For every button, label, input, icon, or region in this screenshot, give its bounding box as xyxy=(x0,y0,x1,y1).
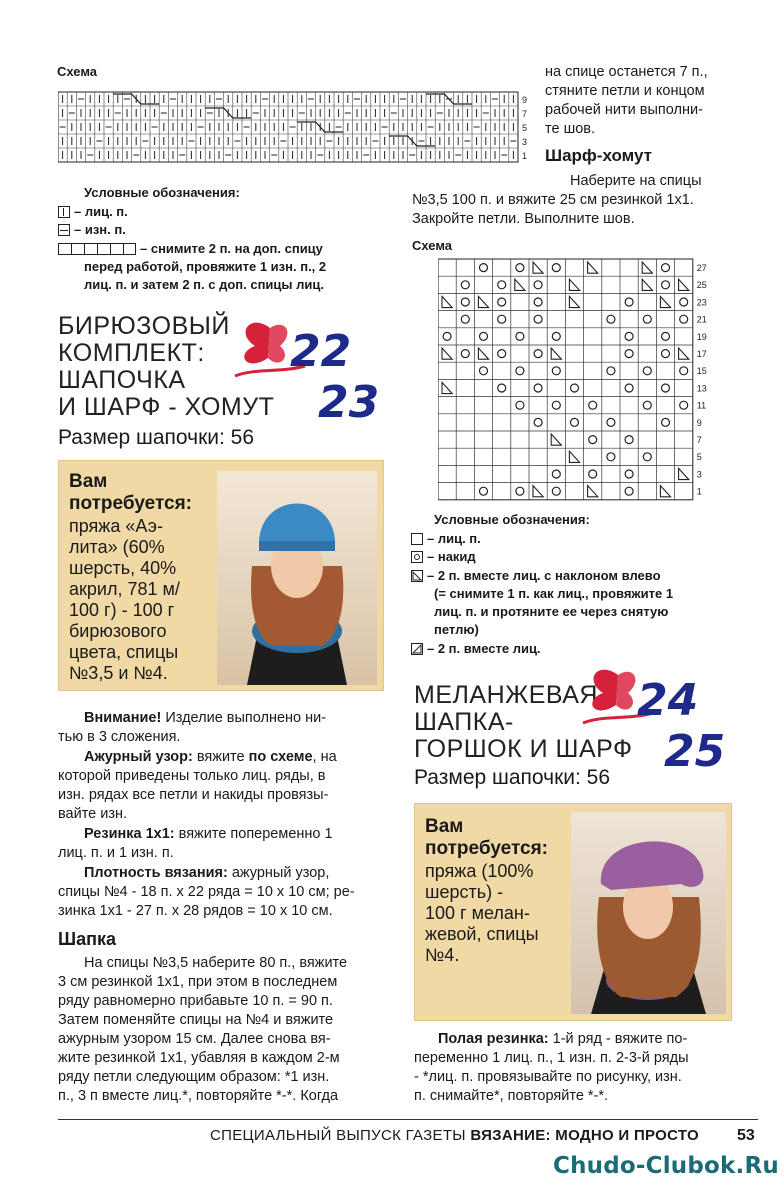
attn-line-2: тью в 3 сложения. xyxy=(58,729,181,745)
lace-row-number: 25 xyxy=(696,280,707,291)
dens-line-3: зинка 1х1 - 27 п. х 28 рядов = 10 х 10 см. xyxy=(58,903,333,919)
legend-lace-text-3c: лиц. п. и протяните ее через снятую xyxy=(434,604,669,619)
set2-need-t1: пряжа (100% xyxy=(425,861,534,881)
set2-title-3: ГОРШОК И ШАРФ xyxy=(414,735,633,763)
set1-num-a: 22 xyxy=(290,326,352,377)
hat-line-2: 3 см резинкой 1х1, при этом в последнем xyxy=(58,974,338,990)
set2-title-2: ШАПКА- xyxy=(414,708,514,736)
set1-size: Размер шапочки: 56 xyxy=(58,426,255,449)
ssk-icon xyxy=(411,570,423,582)
legend-cable-1 xyxy=(58,240,388,257)
hat-line-4: Затем поменяйте спицы на №4 и вяжите xyxy=(58,1012,334,1028)
lace-line-4: изн. рядах все петли и накиды провязы- xyxy=(58,787,329,803)
set1-num-b: 23 xyxy=(318,377,380,428)
lace-line-1 xyxy=(84,748,337,767)
scarf-text-3: Закройте петли. Выполните шов. xyxy=(412,211,635,227)
legend-purl-1 xyxy=(58,221,126,238)
scarf-text-1: Наберите на спицы xyxy=(570,173,702,189)
set1-materials-box xyxy=(58,460,384,691)
lace-row-number: 9 xyxy=(696,417,702,428)
lace-row-number: 13 xyxy=(696,383,707,394)
legend-knit-1 xyxy=(58,203,128,220)
set1-title-2: КОМПЛЕКТ: xyxy=(58,339,205,367)
set1-title-4: И ШАРФ - ХОМУТ xyxy=(58,393,275,421)
hollow-rib-line-4: п. снимайте*, повторяйте *-*. xyxy=(414,1088,609,1104)
purl-symbol-icon xyxy=(58,224,70,236)
attn-text: Изделие выполнено ни- xyxy=(161,710,327,726)
lace-row-number: 15 xyxy=(696,366,707,377)
cable-symbol-icon xyxy=(58,243,136,255)
lace-line-3: которой приведены только лиц. ряды, в xyxy=(58,768,326,784)
legend-lace-3 xyxy=(411,567,661,584)
set2-materials-box xyxy=(414,803,732,1021)
set1-need-t5: 100 г) - 100 г xyxy=(69,600,175,620)
set2-need-t5: №4. xyxy=(425,945,460,965)
lace-text-2: , на xyxy=(312,749,337,765)
set2-size: Размер шапочки: 56 xyxy=(414,766,611,789)
legend-knit-text: – лиц. п. xyxy=(74,204,128,219)
hollow-rib-line-3: - *лиц. п. провязывайте по рисунку, изн. xyxy=(414,1069,682,1085)
knit-box-icon xyxy=(411,533,423,545)
cable-row-number: 5 xyxy=(522,123,528,133)
rib-bold: Резинка 1х1: xyxy=(84,826,175,842)
set2-num-a: 24 xyxy=(637,675,699,726)
watermark: Chudo-Clubok.Ru xyxy=(553,1153,779,1179)
footer-rule xyxy=(58,1119,758,1120)
lace-text: вяжите xyxy=(192,749,249,765)
legend-lace-text-1: – лиц. п. xyxy=(427,531,481,546)
lace-scheme-grid xyxy=(438,258,728,502)
dens-bold: Плотность вязания: xyxy=(84,865,228,881)
legend-lace-text-3b: (= снимите 1 п. как лиц., провяжите 1 xyxy=(434,586,674,601)
cable-scheme-svg xyxy=(58,88,528,166)
cable-row-number: 1 xyxy=(522,151,528,161)
legend-lace-2 xyxy=(411,548,476,565)
lace-row-number: 11 xyxy=(696,400,707,411)
cable-row-number: 3 xyxy=(522,137,528,147)
dens-line-1 xyxy=(84,864,329,883)
scheme-label-2: Схема xyxy=(412,238,453,253)
lace-bold: Ажурный узор: xyxy=(84,749,193,765)
legend-cable-text-3: лиц. п. и затем 2 п. с доп. спицы лиц. xyxy=(84,277,324,292)
footer-plain: СПЕЦИАЛЬНЫЙ ВЫПУСК ГАЗЕТЫ xyxy=(210,1127,471,1144)
hat-line-6: жите резинкой 1х1, убавляя в каждом 2-м xyxy=(58,1050,340,1066)
legend-title-1: Условные обозначения: xyxy=(84,185,240,200)
hollow-rib-line-1 xyxy=(438,1030,687,1049)
set1-need-t1: пряжа «Аэ- xyxy=(69,516,163,536)
set1-need-h2: потребуется: xyxy=(69,493,192,514)
set1-need-t8: №3,5 и №4. xyxy=(69,663,168,683)
hollow-rib-bold: Полая резинка: xyxy=(438,1031,549,1047)
attn-line-1 xyxy=(84,709,326,728)
cable-row-number: 7 xyxy=(522,109,528,119)
scarf-text-2: №3,5 100 п. и вяжите 25 см резинкой 1х1. xyxy=(412,192,694,208)
set1-need-t7: цвета, спицы xyxy=(69,642,179,662)
hollow-rib-text: 1-й ряд - вяжите по- xyxy=(548,1031,688,1047)
scarf-heading: Шарф-хомут xyxy=(545,146,652,165)
page-number: 53 xyxy=(737,1127,755,1144)
set2-need-h1: Вам xyxy=(425,816,464,837)
hollow-rib-line-2: переменно 1 лиц. п., 1 изн. п. 2-3-й ряды xyxy=(414,1050,689,1066)
lace-bold-2: по схеме xyxy=(248,749,313,765)
legend-cable-text-2: перед работой, провяжите 1 изн. п., 2 xyxy=(84,259,327,274)
legend-lace-text-2: – накид xyxy=(427,549,476,564)
set2-num-b: 25 xyxy=(664,726,726,777)
footer-text xyxy=(210,1127,699,1144)
lace-line-5: вайте изн. xyxy=(58,806,128,822)
lace-row-number: 19 xyxy=(696,331,707,342)
set1-title-1: БИРЮЗОВЫЙ xyxy=(58,312,230,340)
legend-lace-text-4: – 2 п. вместе лиц. xyxy=(427,641,541,656)
hat-line-1: На спицы №3,5 наберите 80 п., вяжите xyxy=(84,955,348,971)
legend-lace-text-3: – 2 п. вместе лиц. с наклоном влево xyxy=(427,568,661,583)
knit-symbol-icon xyxy=(58,206,70,218)
lace-row-number: 23 xyxy=(696,297,707,308)
lace-scheme-svg xyxy=(438,258,728,502)
right-text-1: на спице останется 7 п., xyxy=(545,64,708,80)
hat-line-5: ажурным узором 15 см. Далее снова вя- xyxy=(58,1031,331,1047)
legend-title-2: Условные обозначения: xyxy=(434,512,590,527)
rib-line-1 xyxy=(84,825,333,844)
set1-need-h1: Вам xyxy=(69,471,108,492)
set1-need-t4: акрил, 781 м/ xyxy=(69,579,180,599)
lace-row-number: 7 xyxy=(696,435,702,445)
lace-row-number: 5 xyxy=(696,452,702,463)
cable-scheme-grid xyxy=(58,88,528,166)
legend-lace-4 xyxy=(411,640,541,657)
legend-lace-text-3d: петлю) xyxy=(434,622,479,637)
set2-photo xyxy=(571,812,726,1014)
cable-row-number: 9 xyxy=(522,95,528,105)
set1-need-t3: шерсть, 40% xyxy=(69,558,177,578)
legend-cable-text-1: – снимите 2 п. на доп. спицу xyxy=(140,241,323,256)
rib-line-2: лиц. п. и 1 изн. п. xyxy=(58,845,174,861)
set1-photo xyxy=(217,471,377,685)
lace-row-number: 3 xyxy=(696,469,702,480)
k2tog-icon xyxy=(411,643,423,655)
rib-text: вяжите попеременно 1 xyxy=(174,826,333,842)
hat-line-3: ряду равномерно прибавьте 10 п. = 90 п. xyxy=(58,993,333,1009)
set1-need-t2: лита» (60% xyxy=(69,537,165,557)
lace-row-number: 17 xyxy=(696,349,707,359)
right-text-2: стяните петли и концом xyxy=(545,83,705,99)
set1-need-t6: бирюзового xyxy=(69,621,167,641)
yarn-over-icon xyxy=(411,551,423,563)
set2-need-t4: жевой, спицы xyxy=(425,924,539,944)
legend-lace-1 xyxy=(411,530,481,547)
lace-row-number: 1 xyxy=(696,486,702,497)
lace-row-number: 27 xyxy=(696,263,707,273)
set2-need-t2: шерсть) - xyxy=(425,882,504,902)
attn-bold: Внимание! xyxy=(84,710,162,726)
scheme-label-1: Схема xyxy=(57,64,98,79)
footer-brand: ВЯЗАНИЕ: МОДНО И ПРОСТО xyxy=(470,1127,699,1144)
set1-title-3: ШАПОЧКА xyxy=(58,366,186,394)
dens-text: ажурный узор, xyxy=(227,865,330,881)
set2-need-h2: потребуется: xyxy=(425,838,548,859)
hat-line-7: ряду петли следующим образом: *1 изн. xyxy=(58,1069,330,1085)
hat-line-8: п., 3 п вместе лиц.*, повторяйте *-*. Когда xyxy=(58,1088,339,1104)
set2-need-t3: 100 г мелан- xyxy=(425,903,530,923)
lace-row-number: 21 xyxy=(696,314,707,325)
dens-line-2: спицы №4 - 18 п. х 22 ряда = 10 х 10 см; ре- xyxy=(58,884,355,900)
set2-title-1: МЕЛАНЖЕВАЯ xyxy=(414,681,598,709)
hat-heading: Шапка xyxy=(58,929,116,949)
legend-purl-text: – изн. п. xyxy=(74,222,126,237)
right-text-4: те шов. xyxy=(545,121,595,137)
right-text-3: рабочей нити выполни- xyxy=(545,102,703,118)
